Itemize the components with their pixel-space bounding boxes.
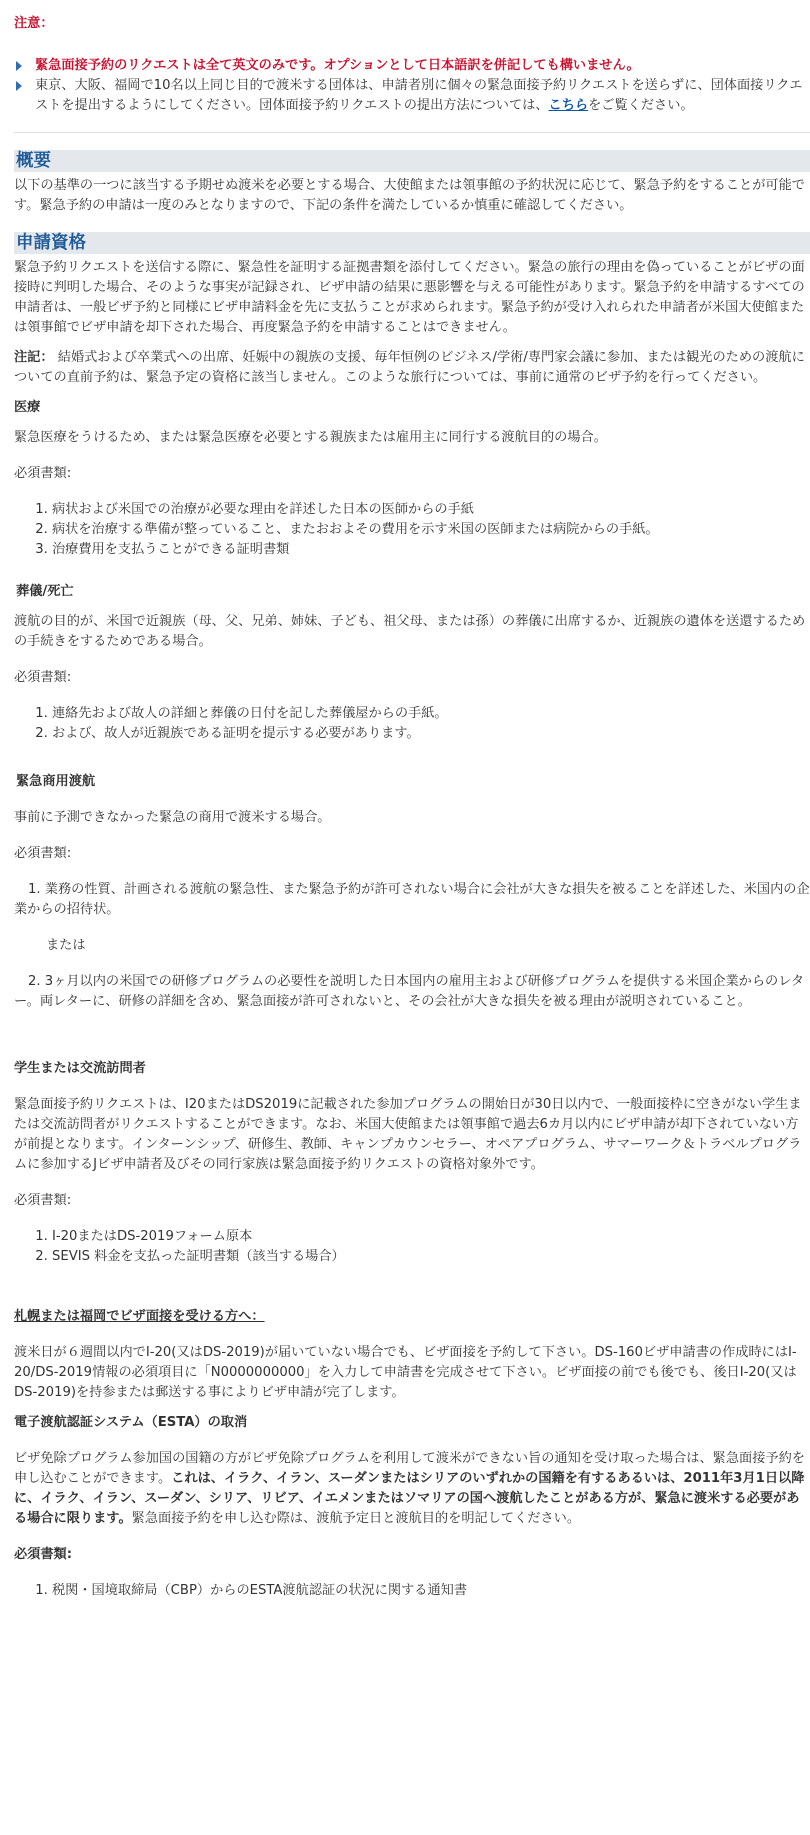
- esta-body: [14, 1449, 810, 1529]
- bullet-arrow-icon: [16, 61, 22, 71]
- eligibility-body: 緊急予約リクエストを送信する際に、緊急性を証明する証拠書類を添付してください。緊急の旅行の理由を偽っていることがビザの面接時に判明した場合、そのような事実が記録され、ビザ申請の結果に悪影響を与える可能性があります。緊急予約を申請するすべての申請者は、一般ビザ予約と同様にビザ申請料金を先に支払うことが求められます。緊急予約が受け入れられた申請者が米国大使館または領事館でビザ申請を却下された場合、再度緊急予約を申請することはできません。: [14, 260, 805, 335]
- list-item: 1. 税関・国境取締局（CBP）からのESTA渡航認証の状況に関する通知書: [52, 1581, 810, 1601]
- notice-group-tail: をご覧ください。: [588, 98, 694, 113]
- page-content: [14, 0, 810, 1601]
- list-item: 2. SEVIS 料金を支払った証明書類（該当する場合）: [52, 1247, 810, 1267]
- sapporo-body: 渡米日が６週間以内でI-20(又はDS-2019)が届いていない場合でも、ビザ面接を予約して下さい。DS-160ビザ申請書の作成時にはI-20/DS-2019情報の必須項目に「N0000000000」を入力して申請書を完成させて下さい。ビザ面接の前でも後でも、後日I-20(又はDS-2019)を持参または郵送する事によりビザ申請が完了します。: [14, 1345, 797, 1400]
- note-label: 注記：: [14, 350, 54, 365]
- notice-item: [14, 76, 810, 116]
- notice-title: 注意：: [14, 16, 54, 31]
- overview-heading: 概要: [14, 150, 810, 172]
- note-body: 結婚式および卒業式への出席、妊娠中の親族の支援、毎年恒例のビジネス/学術/専門家会議に参加、または観光のための渡航についての直前予約は、緊急予定の資格に該当しません。このような旅行については、事前に通常のビザ予約を行ってください。: [14, 350, 805, 385]
- notice-item: [14, 56, 810, 76]
- esta-body-bold: これは、イラク、イラン、スーダンまたはシリアのいずれかの国籍を有するあるいは、2011年3月1日以降に、イラク、イラン、スーダン、シリア、リビア、イエメンまたはソマリアの国へ渡航したことがある方が、緊急に渡米する必要がある場合に限ります。: [14, 1471, 805, 1526]
- list-item: 1. I-20またはDS-2019フォーム原本: [52, 1227, 810, 1247]
- notice-list: [14, 56, 810, 116]
- sapporo-heading: 札幌または福岡でビザ面接を受ける方へ：: [14, 1309, 265, 1324]
- medical-docs-list: [14, 500, 810, 560]
- esta-body-start: ビザ免除プログラム参加国の国籍の方がビザ免除プログラムを利用して渡米ができない旨の通知を受け取った場合は、緊急面接予約を申し込むことができます。: [14, 1451, 805, 1486]
- medical-body: 緊急医療をうけるため、または緊急医療を必要とする親族または雇用主に同行する渡航目的の場合。: [14, 430, 607, 445]
- student-required-label: 必須書類:: [14, 1193, 72, 1208]
- esta-heading: 電子渡航認証システム（ESTA）の取消: [14, 1415, 248, 1430]
- divider: [14, 132, 810, 133]
- group-request-link[interactable]: こちら: [548, 98, 589, 113]
- medical-required-label: 必須書類:: [14, 466, 72, 481]
- funeral-required-label: 必須書類:: [14, 670, 72, 685]
- list-item: 1. 病状および米国での治療が必要な理由を詳述した日本の医師からの手紙: [52, 500, 810, 520]
- list-item: 1. 連絡先および故人の詳細と葬儀の日付を記した葬儀屋からの手紙。: [52, 704, 810, 724]
- bullet-arrow-icon: [16, 81, 22, 91]
- overview-body: 以下の基準の一つに該当する予期せぬ渡米を必要とする場合、大使館または領事館の予約状況に応じて、緊急予約をすることが可能です。緊急予約の申請は一度のみとなりますので、下記の条件を満たしているか慎重に確認してください。: [14, 178, 805, 213]
- list-item: 2. 病状を治療する準備が整っていること、またおおよその費用を示す米国の医師または病院からの手紙。: [52, 520, 810, 540]
- esta-docs-list: [14, 1581, 810, 1601]
- business-item-1: 1. 業務の性質、計画される渡航の緊急性、また緊急予約が許可されない場合に会社が大きな損失を被ることを詳述した、米国内の企業からの招待状。: [14, 882, 810, 917]
- business-body: 事前に予測できなかった緊急の商用で渡米する場合。: [14, 810, 331, 825]
- student-body: 緊急面接予約リクエストは、I20またはDS2019に記載された参加プログラムの開始日が30日以内で、一般面接枠に空きがない学生または交流訪問者がリクエストすることができます。なお、米国大使館または領事館で過去6カ月以内にビザ申請が却下されていない方が前提となります。インターンシップ、研修生、教師、キャンプカウンセラー、オペアプログラム、サマーワーク＆トラベルプログラムに参加するJビザ申請者及びその同行家族は緊急面接予約リクエストの資格対象外です。: [14, 1097, 802, 1172]
- student-docs-list: [14, 1227, 810, 1267]
- list-item: 2. および、故人が近親族である証明を提示する必要があります。: [52, 724, 810, 744]
- funeral-body: 渡航の目的が、米国で近親族（母、父、兄弟、姉妹、子ども、祖父母、または孫）の葬儀に出席するか、近親族の遺体を送還するための手続きをするためである場合。: [14, 614, 806, 649]
- business-item-2: 2. 3ヶ月以内の米国での研修プログラムの必要性を説明した日本国内の雇用主および研修プログラムを提供する米国企業からのレター。両レターに、研修の詳細を含め、緊急面接が許可されないと、その会社が大きな損失を被る理由が説明されていること。: [14, 974, 805, 1009]
- eligibility-note: [14, 348, 810, 388]
- funeral-docs-list: [14, 704, 810, 744]
- notice-english-only: 緊急面接予約のリクエストは全て英文のみです。オプションとして日本語訳を併記しても構いません。: [35, 58, 640, 73]
- business-heading: 緊急商用渡航: [16, 774, 96, 789]
- business-or-label: または: [46, 938, 86, 953]
- esta-body-end: 緊急面接予約を申し込む際は、渡航予定日と渡航目的を明記してください。: [131, 1511, 581, 1526]
- medical-heading: 医療: [14, 400, 41, 415]
- list-item: 3. 治療費用を支払うことができる証明書類: [52, 540, 810, 560]
- eligibility-heading: 申請資格: [14, 232, 810, 254]
- funeral-heading: 葬儀/死亡: [16, 584, 74, 599]
- business-required-label: 必須書類:: [14, 846, 72, 861]
- student-heading: 学生または交流訪問者: [14, 1061, 146, 1076]
- notice-group-text: 東京、大阪、福岡で10名以上同じ目的で渡米する団体は、申請者別に個々の緊急面接予約リクエストを送らずに、団体面接リクエストを提出するようにしてください。団体面接予約リクエストの提出方法については、: [35, 78, 803, 113]
- esta-required-label: 必須書類:: [14, 1547, 73, 1562]
